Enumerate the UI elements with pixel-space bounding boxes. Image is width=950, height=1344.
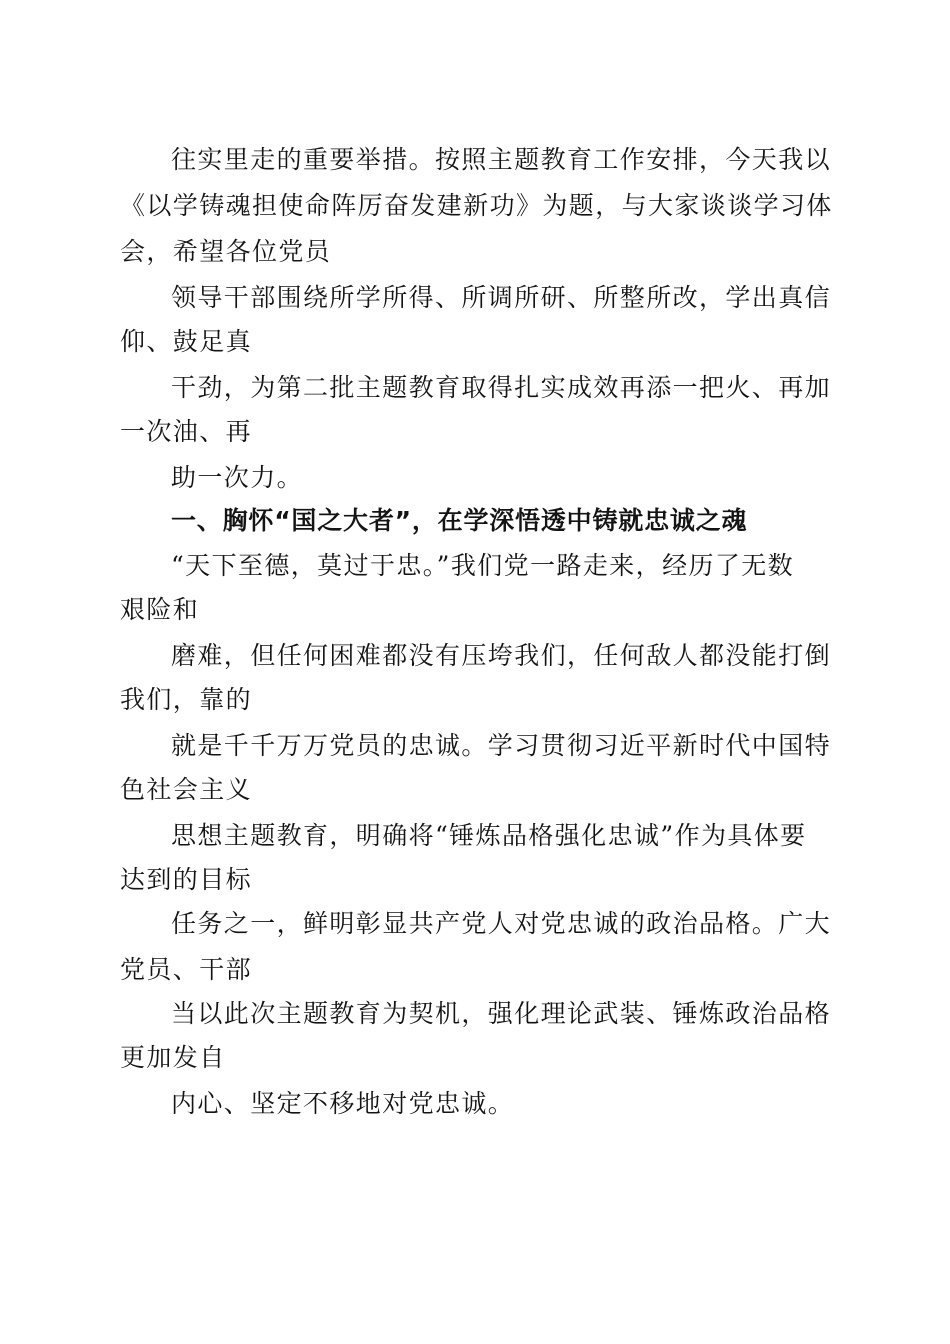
paragraph-line: 当以此次主题教育为契机，强化理论武装、锤炼政治品格 (171, 999, 832, 1028)
paragraph-line: 领导干部围绕所学所得、所调所研、所整所改，学出真信 (171, 283, 832, 312)
paragraph-line: 内心、坚定不移地对党忠诚。 (171, 1089, 515, 1118)
paragraph-line: 干劲，为第二批主题教育取得扎实成效再添一把火、再加 (171, 373, 832, 402)
paragraph-line: 往实里走的重要举措。按照主题教育工作安排，今天我以 (171, 145, 832, 174)
paragraph-line: 思想主题教育，明确将“锤炼品格强化忠诚”作为具体要 (171, 821, 807, 850)
paragraph-line: 仰、鼓足真 (120, 327, 253, 356)
paragraph-line: 党员、干部 (120, 955, 253, 984)
paragraph-line: 《以学铸魂担使命阵厉奋发建新功》为题，与大家谈谈学习体 (120, 191, 833, 220)
paragraph-line: 磨难，但任何困难都没有压垮我们，任何敌人都没能打倒 (171, 641, 832, 670)
paragraph-line: 任务之一，鲜明彰显共产党人对党忠诚的政治品格。广大 (171, 909, 832, 938)
paragraph-line: 我们，靠的 (120, 685, 253, 714)
paragraph-line: 更加发自 (120, 1043, 226, 1072)
paragraph-line: “天下至德，莫过于忠。”我们党一路走来，经历了无数 (171, 551, 795, 580)
section-heading: 一、胸怀“国之大者”，在学深悟透中铸就忠诚之魂 (171, 506, 748, 535)
paragraph-line: 会，希望各位党员 (120, 237, 332, 266)
paragraph-line: 就是千千万万党员的忠诚。学习贯彻习近平新时代中国特 (171, 731, 832, 760)
paragraph-line: 一次油、再 (120, 417, 253, 446)
paragraph-line: 艰险和 (120, 595, 200, 624)
paragraph-line: 达到的目标 (120, 865, 253, 894)
paragraph-line: 色社会主义 (120, 775, 253, 804)
paragraph-line: 助一次力。 (171, 463, 304, 492)
